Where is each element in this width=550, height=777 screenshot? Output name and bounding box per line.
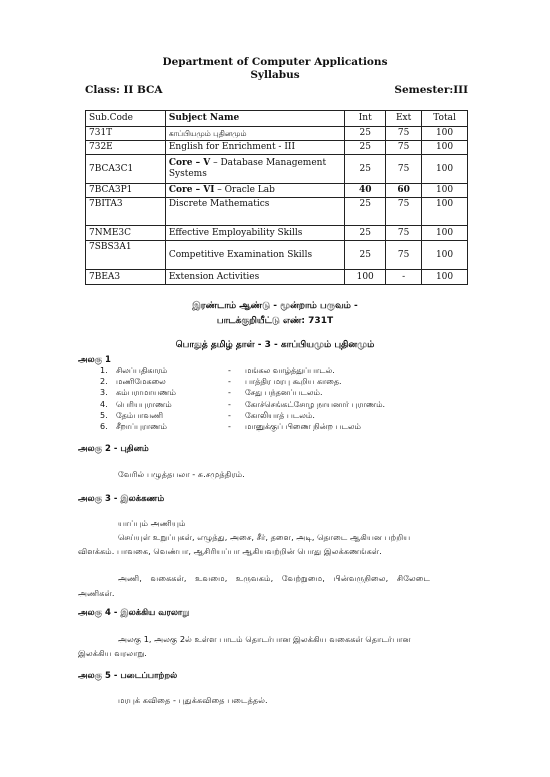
column-header: Total <box>422 111 468 127</box>
int-marks: 25 <box>345 241 386 270</box>
item-dash: - <box>228 399 231 409</box>
column-header: Int <box>345 111 386 127</box>
unit-5-text: மரபுக் கவிதை - புதுக்கவிதை படைத்தல். <box>118 695 268 705</box>
item-dash: - <box>228 421 231 431</box>
sub-code: 7BITA3 <box>86 198 166 226</box>
table-row <box>86 155 468 184</box>
syllabus-title: Syllabus <box>250 69 300 81</box>
item-topic: மானுக்குப் பிணை நின்ற படலம் <box>245 421 361 431</box>
unit-1-heading: அலகு 1 <box>78 355 111 365</box>
item-number: 6. <box>100 421 108 431</box>
unit-3-line: அணி, வகைகள், உவமை, உருவகம், வேற்றுமை, பின்வருநிலை, சிலேடை <box>118 573 431 583</box>
table-row <box>86 270 468 285</box>
semester-label: Semester:III <box>394 84 468 96</box>
ext-marks: 60 <box>386 184 422 198</box>
department-title: Department of Computer Applications <box>162 56 388 68</box>
unit-3-line: அணிகள். <box>78 588 115 598</box>
subject-code-line: பாடக்குறியீட்டு எண்: 731T <box>216 316 334 326</box>
subject-core-label: Core – VI <box>168 185 215 195</box>
item-work: பெரியபுராணம் <box>116 399 172 409</box>
item-topic: பாத்திர மரபு கூறிய காதை. <box>245 377 342 387</box>
int-marks: 25 <box>345 141 386 155</box>
item-topic: மங்கல வாழ்த்துப்பாடல். <box>245 366 335 375</box>
subject-name: Discrete Mathematics <box>165 198 344 226</box>
sub-code: 7BCA3P1 <box>86 184 166 198</box>
column-header: Subject Name <box>165 111 344 127</box>
item-work: சிலப்பதிகாரம் <box>116 366 168 375</box>
item-dash: - <box>228 410 231 420</box>
class-label: Class: II BCA <box>85 84 163 96</box>
sub-code: 732E <box>86 141 166 155</box>
total-marks: 100 <box>422 141 468 155</box>
int-marks: 25 <box>345 226 386 241</box>
unit-3-heading: அலகு 3 - இலக்கணம் <box>78 494 165 504</box>
ext-marks: 75 <box>386 141 422 155</box>
unit-4-heading: அலகு 4 - இலக்கிய வரலாறு <box>78 608 190 618</box>
subject-name-rest: – Oracle Lab <box>214 185 275 195</box>
column-header: Ext <box>386 111 422 127</box>
total-marks: 100 <box>422 226 468 241</box>
unit-2-text: வேரில் பழுத்தபலா - சு.சமுத்திரம். <box>118 469 245 479</box>
item-dash: - <box>228 366 231 375</box>
subjects-table <box>85 110 468 285</box>
subject-name <box>165 184 344 198</box>
sub-code: 7BCA3C1 <box>86 155 166 184</box>
item-topic: கோலியாத் படலம். <box>245 410 315 420</box>
table-row <box>86 226 468 241</box>
item-number: 3. <box>100 388 108 398</box>
ext-marks: 75 <box>386 241 422 270</box>
subject-core-label: Core – V <box>168 158 211 168</box>
total-marks: 100 <box>422 127 468 141</box>
total-marks: 100 <box>422 270 468 285</box>
item-dash: - <box>228 377 231 387</box>
item-work: கம்பராமாயணம் <box>116 388 176 398</box>
item-number: 1. <box>100 366 108 375</box>
subject-name <box>165 155 344 184</box>
sub-code: 7NME3C <box>86 226 166 241</box>
total-marks: 100 <box>422 155 468 184</box>
item-number: 5. <box>100 410 108 420</box>
sub-code: 7BEA3 <box>86 270 166 285</box>
item-work: தேம்பாவணி <box>116 410 164 420</box>
item-number: 2. <box>100 377 108 387</box>
table-row <box>86 141 468 155</box>
sub-code: 7SBS3A1 <box>86 241 166 270</box>
int-marks: 25 <box>345 155 386 184</box>
total-marks: 100 <box>422 241 468 270</box>
item-topic: சேது பந்தனப்படலம். <box>245 388 323 398</box>
table-row <box>86 241 468 270</box>
int-marks: 40 <box>345 184 386 198</box>
unit-4-line: இலக்கிய வரலாறு. <box>78 648 147 658</box>
unit-3-line: விளக்கம். பாவகை, வெண்பா, ஆசிரியப்பா ஆகியவற்றின் பொது இலக்கணங்கள். <box>78 546 382 556</box>
unit-3-line: செய்யுள் உறுப்புகள், எழுத்து, அசை, சீர், தளை, அடி, தொடை ஆகியன பற்றிய <box>118 532 411 542</box>
item-number: 4. <box>100 399 108 409</box>
subject-name: Effective Employability Skills <box>165 226 344 241</box>
column-header: Sub.Code <box>86 111 166 127</box>
int-marks: 25 <box>345 198 386 226</box>
int-marks: 25 <box>345 127 386 141</box>
ext-marks: 75 <box>386 198 422 226</box>
paper-title: பொதுத் தமிழ் தாள் - 3 - காப்பியமும் புதினமும் <box>175 340 375 350</box>
subject-name: காப்பியமும் புதினமும் <box>165 127 344 141</box>
table-row <box>86 127 468 141</box>
int-marks: 100 <box>345 270 386 285</box>
unit-2-heading: அலகு 2 - புதினம் <box>78 444 149 454</box>
unit-3-subheading: யாப்பும் அணியும் <box>118 518 186 528</box>
subject-name-rest: – Database Management Systems <box>168 158 327 179</box>
unit-4-line: அலகு 1, அலகு 2ல் உள்ள பாடம் தொடர்பான இலக்கிய வகைகள் தொடர்பான <box>118 634 411 644</box>
class-semester-row <box>85 84 468 96</box>
subject-name: Competitive Examination Skills <box>165 241 344 270</box>
item-topic: கோச்செங்கட்சோழ நாயனார் புராணம். <box>245 399 386 409</box>
sub-code: 731T <box>86 127 166 141</box>
ext-marks: 75 <box>386 155 422 184</box>
total-marks: 100 <box>422 198 468 226</box>
subject-name: English for Enrichment - III <box>165 141 344 155</box>
ext-marks: - <box>386 270 422 285</box>
ext-marks: 75 <box>386 127 422 141</box>
table-header-row <box>86 111 468 127</box>
unit-5-heading: அலகு 5 - படைப்பாற்றல் <box>78 671 178 681</box>
table-row <box>86 198 468 226</box>
item-work: மணிமேகலை <box>116 377 166 387</box>
year-semester-line: இரண்டாம் ஆண்டு - மூன்றாம் பருவம் - <box>192 301 358 311</box>
ext-marks: 75 <box>386 226 422 241</box>
item-work: சீறாப்புராணம் <box>116 421 167 431</box>
item-dash: - <box>228 388 231 398</box>
total-marks: 100 <box>422 184 468 198</box>
table-row <box>86 184 468 198</box>
subject-name: Extension Activities <box>165 270 344 285</box>
